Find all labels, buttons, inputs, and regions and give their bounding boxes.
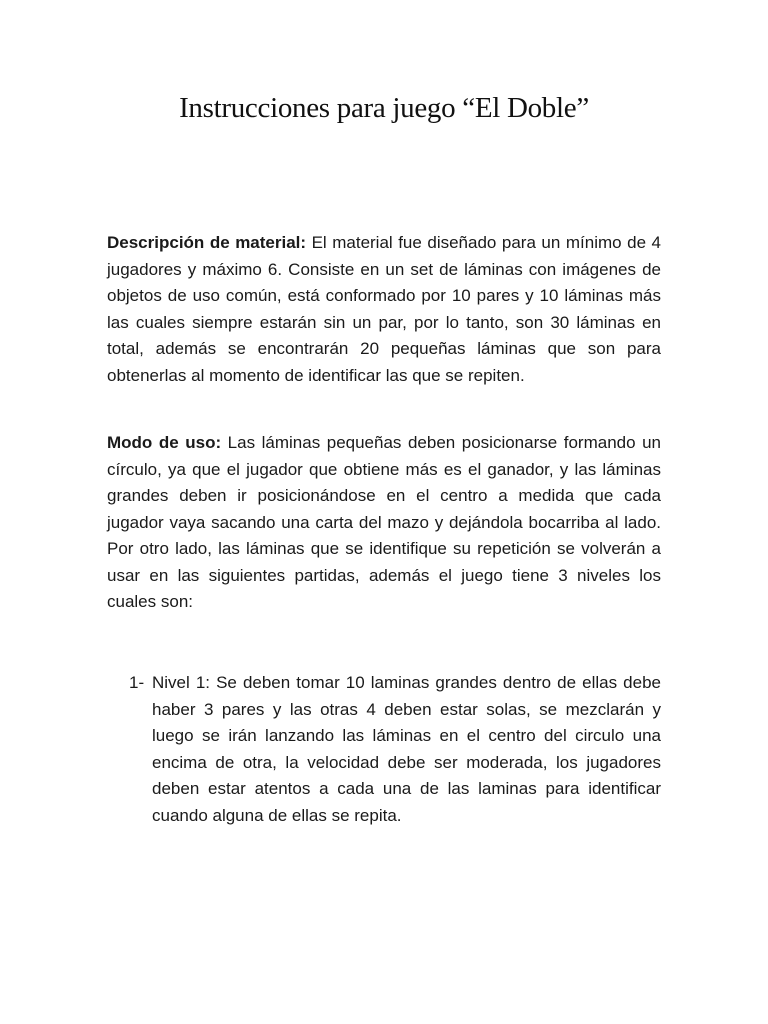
section-label-modo-de-uso: Modo de uso:: [107, 433, 222, 452]
list-item-nivel-1: [129, 670, 661, 829]
list-item-text: Nivel 1: Se deben tomar 10 laminas grandes dentro de ellas debe haber 3 pares y las otras 4 deben estar solas, se mezclarán y luego se irán lanzando las láminas en el centro del circulo una encima de otra, la velocidad debe ser moderada, los jugadores deben estar atentos a cada una de las laminas para identificar cuando alguna de ellas se repita.: [152, 673, 661, 825]
section-label-descripcion: Descripción de material:: [107, 233, 307, 252]
paragraph-modo-de-uso: [107, 430, 661, 616]
section-text-modo-de-uso: Las láminas pequeñas deben posicionarse formando un círculo, ya que el jugador que obtiene más es el ganador, y las láminas grandes deben ir posicionándose en el centro a medida que cada jugador vaya sacando una carta del mazo y dejándola bocarriba al lado. Por otro lado, las láminas que se identifique su repetición se volverán a usar en las siguientes partidas, además el juego tiene 3 niveles los cuales son:: [107, 433, 662, 611]
paragraph-descripcion-material: [107, 230, 661, 389]
page-title: Instrucciones para juego “El Doble”: [179, 92, 589, 124]
section-text-descripcion: El material fue diseñado para un mínimo de 4 jugadores y máximo 6. Consiste en un set de láminas con imágenes de objetos de uso común, está conformado por 10 pares y 10 láminas más las cuales siempre estarán sin un par, por lo tanto, son 30 láminas en total, además se encontrarán 20 pequeñas láminas que son para obtenerlas al momento de identificar las que se repiten.: [107, 233, 661, 385]
list-marker: 1-: [129, 673, 145, 692]
levels-list: [129, 670, 661, 829]
